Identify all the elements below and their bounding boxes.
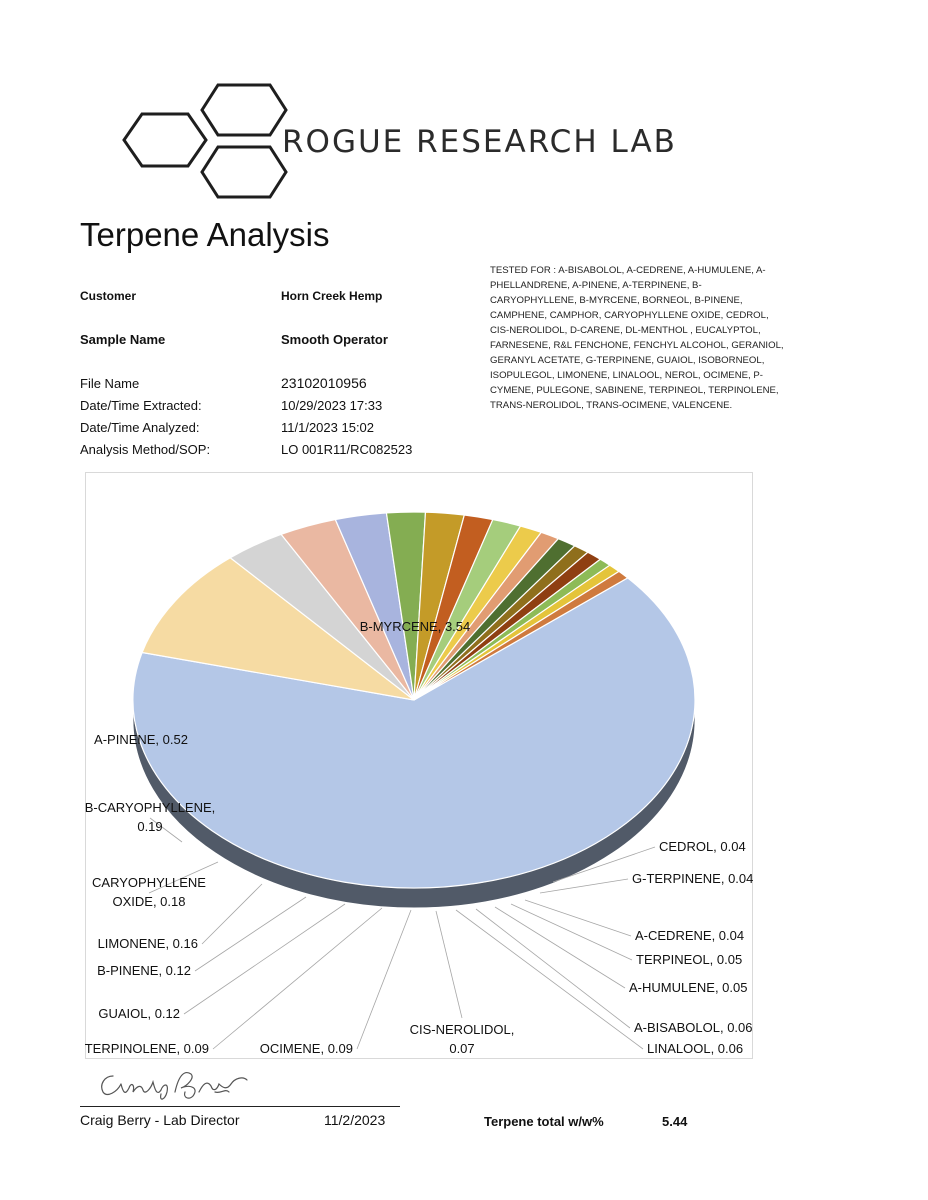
data-label-cis-nerolidol: CIS-NEROLIDOL, 0.07 (409, 1022, 515, 1056)
leader-line-terpinolene (213, 908, 382, 1049)
pie-top (133, 512, 695, 888)
data-label-cedrol: CEDROL, 0.04 (659, 839, 746, 854)
leader-line-terpineol (511, 904, 632, 960)
extracted-label: Date/Time Extracted: (80, 398, 202, 413)
leader-line-ocimene (357, 910, 411, 1049)
data-label-a-cedrene: A-CEDRENE, 0.04 (635, 928, 745, 943)
page-title: Terpene Analysis (80, 216, 330, 253)
analyzed-value: 11/1/2023 15:02 (281, 420, 375, 435)
data-label-g-terpinene: G-TERPINENE, 0.04 (632, 871, 754, 886)
data-label-caryophyllene-oxide: CARYOPHYLLENE OXIDE, 0.18 (92, 875, 206, 909)
data-label-a-bisabolol: A-BISABOLOL, 0.06 (634, 1020, 753, 1035)
data-label-limonene: LIMONENE, 0.16 (97, 936, 198, 951)
data-label-linalool: LINALOOL, 0.06 (647, 1041, 744, 1056)
data-label-b-myrcene: B-MYRCENE, 3.54 (359, 619, 471, 634)
terpene-total-label: Terpene total w/w% (484, 1114, 604, 1129)
data-label-a-pinene: A-PINENE, 0.52 (94, 732, 188, 747)
file-name-value: 23102010956 (281, 375, 367, 391)
signature (95, 1062, 285, 1104)
customer-label: Customer (80, 289, 137, 303)
sample-name-value: Smooth Operator (281, 332, 388, 347)
sample-name-label: Sample Name (80, 332, 166, 347)
file-name-label: File Name (80, 376, 140, 391)
terpene-total-value: 5.44 (662, 1114, 688, 1129)
extracted-value: 10/29/2023 17:33 (281, 398, 383, 413)
leader-line-cis-nerolidol (436, 911, 462, 1018)
customer-value: Horn Creek Hemp (281, 289, 383, 303)
tested-for-list: TESTED FOR : A-BISABOLOL, A-CEDRENE, A-HUMULENE, A-PHELLANDRENE, A-PINENE, A-TERPINENE, B-CARYOPHYLLENE, B-MYRCENE, BORNEOL, B-PINENE, CAMPHENE, CAMPHOR, CARYOPHYLLENE OXIDE, CEDROL, CIS-NEROLIDOL, D-CARENE, DL-MENTHOL , EUCALYPTOL, FARNESENE, R&L FENCHONE, FENCHYL ALCOHOL, GERANIOL, GERANYL ACETATE, G-TERPINENE, GUAIOL, ISOBORNEOL, ISOPULEGOL, LIMONENE, LINALOOL, NEROL, OCIMENE, P-CYMENE, PULEGONE, SABINENE, TERPINEOL, TERPINOLENE, TRANS-NEROLIDOL, TRANS-OCIMENE, VALENCENE. (490, 265, 784, 411)
method-value: LO 001R11/RC082523 (281, 442, 413, 457)
signature-date: 11/2/2023 (324, 1112, 386, 1128)
data-label-guaiol: GUAIOL, 0.12 (98, 1006, 180, 1021)
data-label-b-pinene: B-PINENE, 0.12 (97, 963, 191, 978)
leader-line-limonene (202, 884, 262, 944)
data-label-a-humulene: A-HUMULENE, 0.05 (629, 980, 748, 995)
data-label-terpineol: TERPINEOL, 0.05 (636, 952, 743, 967)
analyzed-label: Date/Time Analyzed: (80, 420, 200, 435)
logo-text: ROGUE RESEARCH LAB (282, 124, 677, 160)
signer-name: Craig Berry - Lab Director (80, 1112, 240, 1128)
leader-line-a-bisabolol (476, 909, 630, 1028)
data-label-ocimene: OCIMENE, 0.09 (259, 1041, 353, 1056)
method-label: Analysis Method/SOP: (80, 442, 211, 457)
signature-line (80, 1106, 400, 1107)
data-label-terpinolene: TERPINOLENE, 0.09 (84, 1041, 209, 1056)
data-label-b-caryophyllene: B-CARYOPHYLLENE, 0.19 (84, 800, 216, 834)
